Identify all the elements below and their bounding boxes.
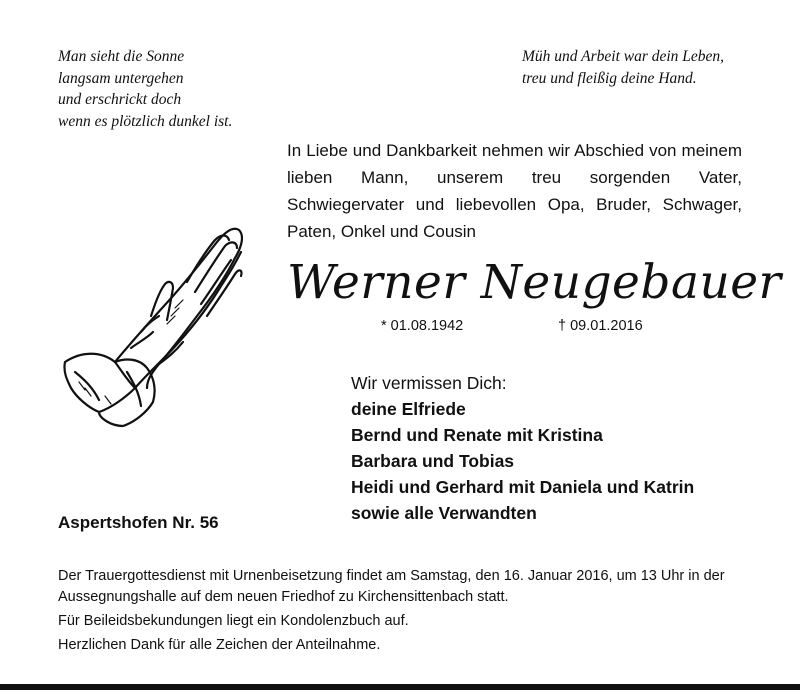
mourner-item: Heidi und Gerhard mit Daniela und Katrin [351,477,695,497]
poem-line: Müh und Arbeit war dein Leben, [522,48,725,65]
poem-line: treu und fleißig deine Hand. [522,69,697,87]
poem-line: langsam untergehen [58,69,184,87]
service-info: Der Trauergottesdienst mit Urnenbeisetzung findet am Samstag, den 16. Januar 2016, um 13 Uhr in der Aussegnungshalle auf dem neuen Friedhof zu Kirchensittenbach statt. [58,568,725,605]
poem-line: Man sieht die Sonne [58,48,185,65]
poem-line: und erschrickt doch [58,91,182,108]
birth-date: * 01.08.1942 [381,318,464,334]
condolence-info: Für Beileidsbekundungen liegt ein Kondolenzbuch auf. [58,613,409,629]
intro-text: In Liebe und Dankbarkeit nehmen wir Abschied von meinem lieben Mann, unserem treu sorgenden Vater, Schwiegervater und liebevollen Opa, Bruder, Schwager, Paten, Onkel und Cousin [287,141,742,241]
mourner-item: deine Elfriede [351,399,466,419]
mourner-item: Barbara und Tobias [351,451,515,471]
mourners-list [351,370,694,526]
mourners-heading: Wir vermissen Dich: [351,373,507,393]
thanks-text: Herzlichen Dank für alle Zeichen der Anteilnahme. [58,637,381,653]
mourner-item: Bernd und Renate mit Kristina [351,425,603,445]
poem-right [522,46,724,89]
praying-hands-icon [55,212,255,442]
location: Aspertshofen Nr. 56 [58,513,219,532]
poem-left [58,46,232,132]
mourner-item: sowie alle Verwandten [351,503,537,523]
service-notes [58,566,758,659]
death-date: † 09.01.2016 [558,318,643,334]
poem-line: wenn es plötzlich dunkel ist. [58,112,233,130]
deceased-name: Werner Neugebauer [287,255,782,310]
